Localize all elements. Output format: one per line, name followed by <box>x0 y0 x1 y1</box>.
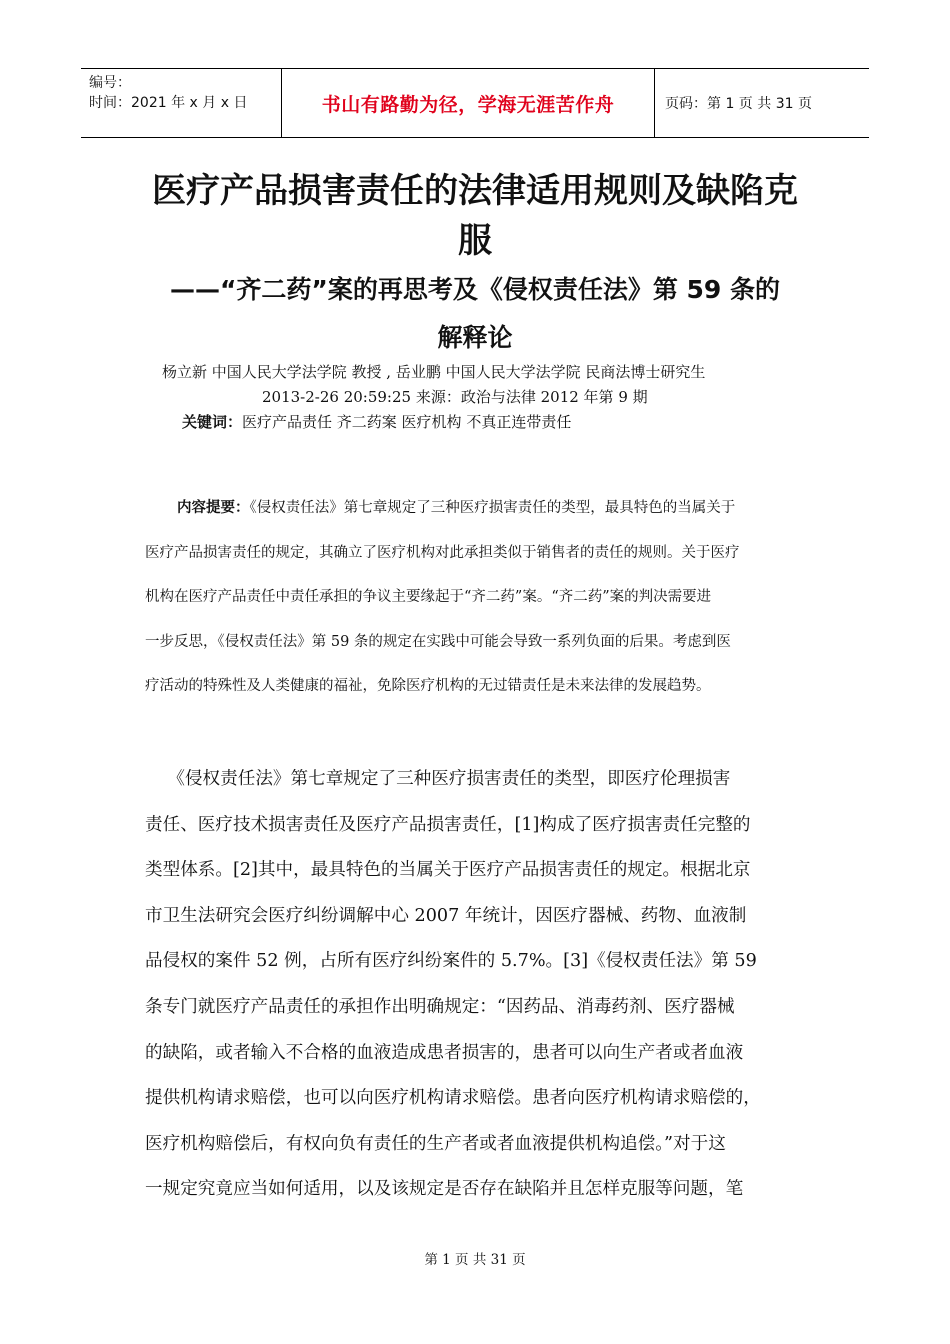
number-label: 编号： <box>89 75 131 91</box>
body-line: 的缺陷，或者输入不合格的血液造成患者损害的，患者可以向生产者或者血液 <box>145 1042 744 1063</box>
subtitle-line-2: 解释论 <box>437 323 513 352</box>
title-line-1: 医疗产品损害责任的法律适用规则及缺陷克 <box>152 171 798 211</box>
title-line-2: 服 <box>458 221 492 261</box>
time-label: 时间：2021 年 x 月 x 日 <box>89 95 248 111</box>
document-header <box>81 68 869 138</box>
body-line: 品侵权的案件 52 例，占所有医疗纠纷案件的 5.7%。[3]《侵权责任法》第 59 <box>145 951 757 972</box>
abstract-line: 机构在医疗产品责任中责任承担的争议主要缘起于“齐二药”案。“齐二药”案的判决需要进 <box>145 589 712 605</box>
abstract <box>145 498 800 721</box>
abstract-line: 疗活动的特殊性及人类健康的福祉，免除医疗机构的无过错责任是未来法律的发展趋势。 <box>145 678 711 694</box>
body-line: 市卫生法研究会医疗纠纷调解中心 2007 年统计，因医疗器械、药物、血液制 <box>145 905 747 926</box>
body-line: 医疗机构赔偿后，有权向负有责任的生产者或者血液提供机构追偿。”对于这 <box>145 1133 726 1154</box>
page-footer: 第 1 页 共 31 页 <box>424 1252 526 1268</box>
abstract-label: 内容提要： <box>177 500 250 516</box>
abstract-line: 一步反思，《侵权责任法》第 59 条的规定在实践中可能会导致一系列负面的后果。考虑到医 <box>145 633 731 650</box>
body-line: 责任、医疗技术损害责任及医疗产品损害责任，[1]构成了医疗损害责任完整的 <box>145 814 751 835</box>
body-line: 提供机构请求赔偿，也可以向医疗机构请求赔偿。患者向医疗机构请求赔偿的， <box>145 1088 761 1109</box>
keywords: 医疗产品责任 齐二药案 医疗机构 不真正连带责任 <box>242 413 572 431</box>
motto: 书山有路勤为径，学海无涯苦作舟 <box>281 69 655 137</box>
page-info: 页码：第 1 页 共 31 页 <box>665 96 812 112</box>
authors: 杨立新 中国人民大学法学院 教授 , 岳业鹏 中国人民大学法学院 民商法博士研究生 <box>162 363 706 381</box>
abstract-line: 医疗产品损害责任的规定，其确立了医疗机构对此承担类似于销售者的责任的规则。关于医疗 <box>145 544 740 561</box>
header-left-cell <box>81 69 281 137</box>
body-line: 条专门就医疗产品责任的承担作出明确规定：“因药品、消毒药剂、医疗器械 <box>145 996 735 1017</box>
date-source: 2013-2-26 20:59:25 来源：政治与法律 2012 年第 9 期 <box>262 388 648 406</box>
keywords-row <box>182 411 571 432</box>
subtitle-line-1: ——“齐二药”案的再思考及《侵权责任法》第 59 条的 <box>169 275 781 304</box>
keywords-label: 关键词： <box>182 413 243 431</box>
body-line: 《侵权责任法》第七章规定了三种医疗损害责任的类型，即医疗伦理损害 <box>145 769 731 789</box>
body-line: 类型体系。[2]其中，最具特色的当属关于医疗产品损害责任的规定。根据北京 <box>145 860 751 881</box>
body-paragraph <box>145 767 805 1223</box>
abstract-line: 内容提要：《侵权责任法》第七章规定了三种医疗损害责任的类型，最具特色的当属关于 <box>177 500 736 516</box>
body-line: 一规定究竟应当如何适用，以及该规定是否存在缺陷并且怎样克服等问题，笔 <box>145 1179 744 1200</box>
